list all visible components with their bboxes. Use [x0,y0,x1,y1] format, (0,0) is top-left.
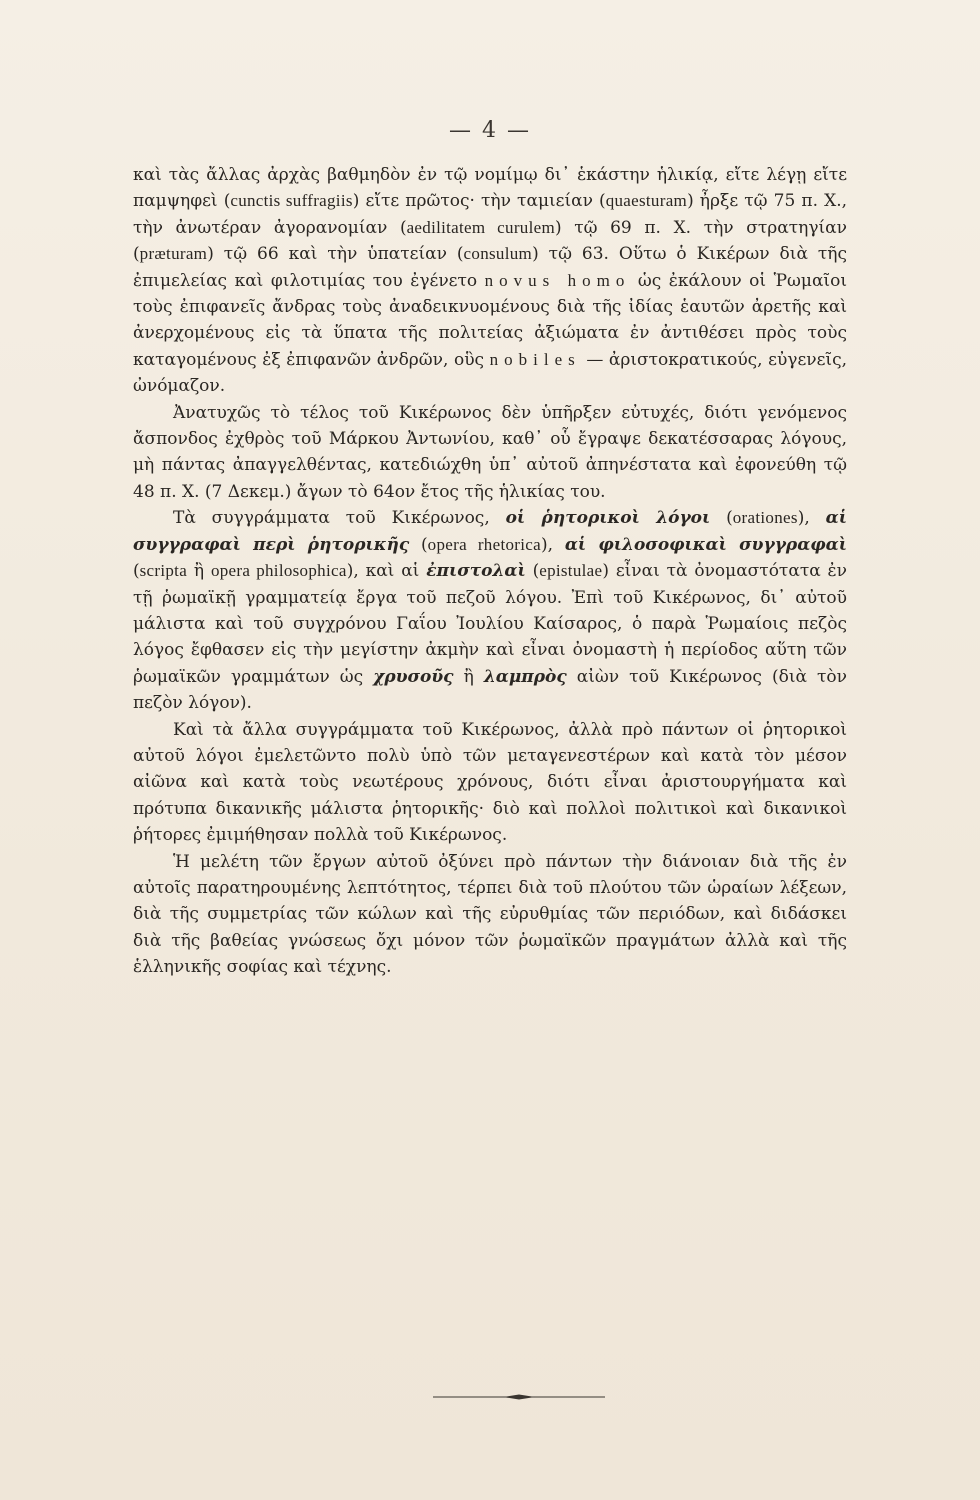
text-latin: cunctis suffragiis [230,191,353,211]
text-latin: epistulae [539,561,603,581]
page-number: — 4 — [449,118,531,143]
text-latin: opera rhetorica [427,534,541,554]
text-run: Καὶ τὰ ἄλλα συγγράμματα τοῦ Κικέρωνος, ἀλλὰ πρὸ πάντων οἱ ῥητορικοὶ αὐτοῦ λόγοι ἐμελετῶντο πολὺ ὑπὸ τῶν μεταγενεστέρων καὶ κατὰ τὸν μέσον αἰῶνα καὶ κατὰ τοὺς νεωτέρους χρόνους, διότι εἶναι ἀριστουργήματα καὶ πρότυπα δικανικῆς μάλιστα ῥητορικῆς· διὸ καὶ πολλοὶ πολιτικοὶ καὶ δικανικοὶ ῥήτορες ἐμιμήθησαν πολλὰ τοῦ Κικέρωνος. [133,719,847,846]
text-run: ) τῷ 69 π. Χ. τὴν στρατηγίαν ( [133,217,847,265]
text-bold-it: χρυσοῦς [373,666,454,687]
paragraph [133,849,847,981]
text-run: ), καὶ αἱ [346,561,427,582]
text-run: ( [409,534,428,555]
text-run: ), [540,534,565,555]
text-run: — ἀριστοκρατικούς, εὐγενεῖς, ὠνόμαζον. [133,349,847,397]
text-bold-it: ἐπιστολαὶ [426,561,526,582]
text-latin: orationes [732,508,798,528]
text-run: ), [797,508,826,529]
text-run: Ἡ μελέτη τῶν ἔργων αὐτοῦ ὀξύνει πρὸ πάντων τὴν διάνοιαν διὰ τῆς ἐν αὐτοῖς παρατηρουμένης λεπτότητος, τέρπει διὰ τοῦ πλούτου τῶν ὡραίων λέξεων, διὰ τῆς συμμετρίας τῶν κώλων καὶ τῆς εὐρυθμίας τῶν περιόδων, καὶ διδάσκει διὰ τῆς βαθείας γνώσεως ὄχι μόνον τῶν ῥωμαϊκῶν πραγμάτων ἀλλὰ καὶ τῆς ἑλληνικῆς σοφίας καὶ τέχνης. [133,851,847,978]
text-latin: consulum [463,244,533,264]
text-run: ἢ [187,561,211,582]
end-ornament-rule [433,1393,605,1401]
text-bold-it: αἱ συγγραφαὶ περὶ ῥητορικῆς [133,508,847,555]
text-run: καὶ τὰς ἄλλας ἀρχὰς βαθμηδὸν ἐν τῷ νομίμῳ δι᾽ ἑκάστην ἡλικίᾳ, εἴτε λέγῃ εἴτε παμψηφεὶ ( [133,165,847,212]
text-run: ( [133,561,140,582]
paragraph [133,400,847,506]
text-run: ) εἴτε πρῶτος· τὴν ταμιείαν ( [352,191,606,212]
text-run: ( [525,561,540,582]
paragraph [133,717,847,849]
body-text [133,162,847,981]
text-run: ) τῷ 63. Οὕτω ὁ Κικέρων διὰ τῆς ἐπιμελείας καὶ φιλοτιμίας του ἐγένετο [133,244,848,291]
text-run: ὡς ἐκάλουν οἱ Ῥωμαῖοι τοὺς ἐπιφανεῖς ἄνδρας τοὺς ἀναδεικνυομένους διὰ τῆς ἰδίας ἑαυτῶν ἀρετῆς καὶ ἀνερχομένους εἰς τὰ ὕπατα τῆς πολιτείας ἀξιώματα ἐν ἀντιθέσει πρὸς τοὺς καταγομένους ἐξ ἐπιφανῶν ἀνδρῶν, οὓς [133,270,847,370]
paragraph [133,505,847,716]
text-spaced: nobiles [489,349,581,369]
text-latin: præturam [139,244,208,264]
text-bold-it: αἱ φιλοσοφικαὶ συγγραφαὶ [564,534,847,555]
text-run: ) ἦρξε τῷ 75 π. Χ., τὴν ἀνωτέραν ἀγορανομίαν ( [133,191,848,238]
text-run: ( [710,508,733,529]
text-latin: aedilitatem curulem [406,217,555,237]
text-bold-it: λαμπρὸς [483,666,567,687]
paragraph [133,162,847,400]
text-run: ) τῷ 66 καὶ τὴν ὑπατείαν ( [207,244,464,265]
text-run: ) εἶναι τὰ ὀνομαστότατα ἐν τῇ ῥωμαϊκῇ γραμματείᾳ ἔργα τοῦ πεζοῦ λόγου. Ἐπὶ τοῦ Κικέρωνος, δι᾽ αὐτοῦ μάλιστα καὶ τοῦ συγχρόνου Γαΐου Ἰουλίου Καίσαρος, ὁ παρὰ Ῥωμαίοις πεζὸς λόγος ἔφθασεν εἰς τὴν μεγίστην ἀκμὴν καὶ εἶναι ὀνομαστὴ ἡ περίοδος αὕτη τῶν ῥωμαϊκῶν γραμμάτων ὡς [133,561,848,687]
text-run: ἢ [453,666,484,687]
text-run: Ἀνατυχῶς τὸ τέλος τοῦ Κικέρωνος δὲν ὑπῆρξεν εὐτυχές, διότι γενόμενος ἄσπονδος ἐχθρὸς τοῦ Μάρκου Ἀντωνίου, καθ᾽ οὗ ἔγραψε δεκατέσσαρας λόγους, μὴ πάντας ἀπαγγελθέντας, κατεδιώχθη ὑπ᾽ αὐτοῦ ἀπηνέστατα καὶ ἐφονεύθη τῷ 48 π. Χ. (7 Δεκεμ.) ἄγων τὸ 64ον ἔτος τῆς ἡλικίας του. [133,402,847,502]
text-bold-it: οἱ ῥητορικοὶ λόγοι [505,508,711,529]
text-latin: scripta [139,561,188,581]
text-run: Τὰ συγγράμματα τοῦ Κικέρωνος, [173,508,506,529]
text-spaced: novus homo [484,270,631,290]
text-latin: quaesturam [605,191,688,211]
text-run: αἰὼν τοῦ Κικέρωνος (διὰ τὸν πεζὸν λόγον). [133,666,847,714]
text-latin: opera philosophica [210,561,347,581]
